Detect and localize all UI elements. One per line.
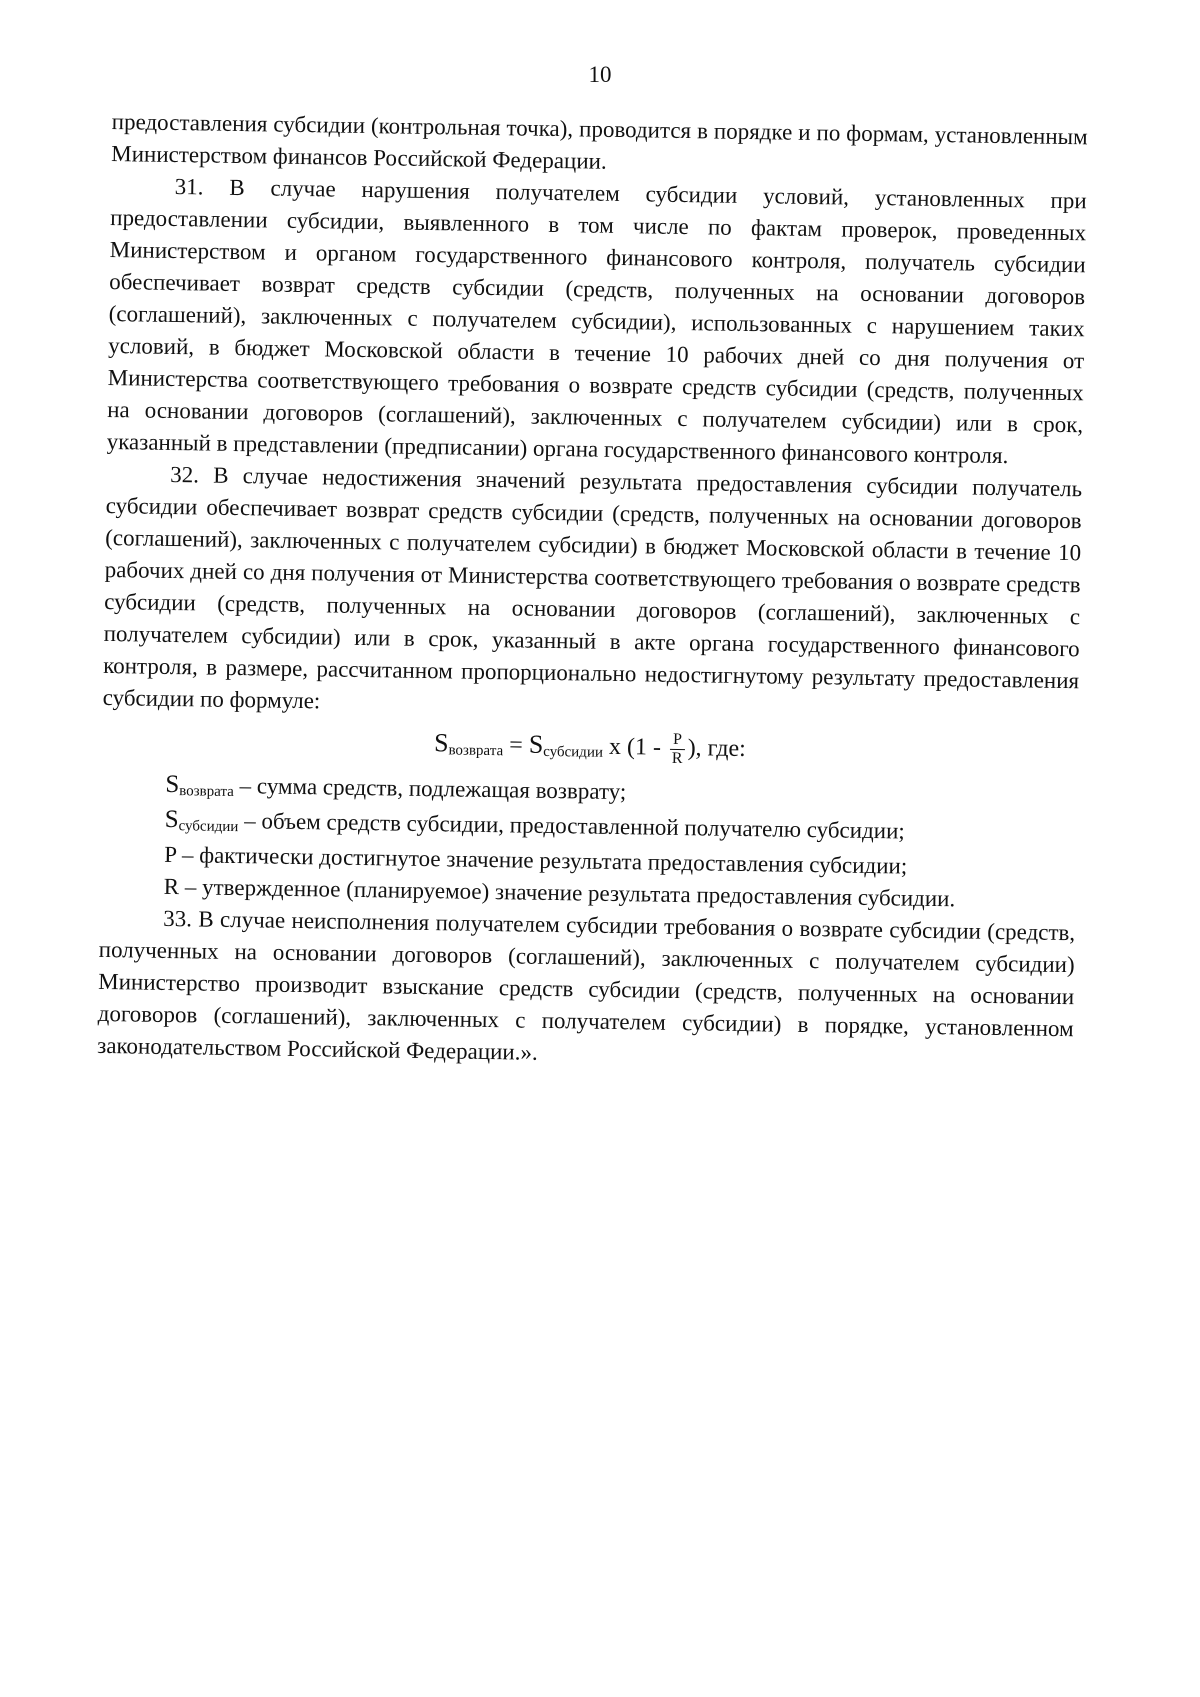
fraction-denominator: R bbox=[671, 749, 683, 768]
formula-times-open: х (1 - bbox=[608, 733, 662, 761]
def-s-return-symbol: S bbox=[165, 770, 180, 799]
formula-equals: = bbox=[509, 732, 524, 759]
def-s-return-sub: возврата bbox=[179, 783, 234, 800]
page-number: 10 bbox=[588, 62, 612, 87]
paragraph-32: 32. В случае недостижения значений результата предоставления субсидии получатель субсидии обеспечивает возврат средств субсидии (средств, полученных на основании договоров (соглашений), заключенных с получателем субсидии) в бюджет Московской области в течение 10 рабочих дней со дня получения от Министерства соответствующего требования о возврате средств субсидии (средств, полученных на основании договоров (соглашений), заключенных с получателем субсидии) или в срок, указанный в акте органа государственного финансового контроля, в размере, рассчитанном пропорционально недостигнутому результату предоставления субсидии по формуле: bbox=[102, 461, 1083, 714]
definition-r: R – утвержденное (планируемое) значение результата предоставления субсидии. bbox=[163, 873, 956, 912]
formula-s-return: S bbox=[433, 728, 449, 758]
formula-s-subsidy: S bbox=[528, 729, 544, 759]
def-s-subsidy-symbol: S bbox=[164, 805, 179, 834]
formula-sub-subsidy: субсидии bbox=[543, 743, 604, 761]
def-s-subsidy-sub: субсидии bbox=[178, 818, 239, 836]
document-body bbox=[97, 106, 1088, 1077]
formula-close: ), где: bbox=[687, 735, 747, 763]
paragraph-continuation: предоставления субсидии (контрольная точка), проводится в порядке и по формам, установленным Министерством финансов Российской Федерации. bbox=[111, 108, 1088, 174]
definition-p: P – фактически достигнутое значение результата предоставления субсидии; bbox=[164, 841, 908, 879]
def-s-return-text: – сумма средств, подлежащая возврату; bbox=[233, 773, 627, 805]
def-s-subsidy-text: – объем средств субсидии, предоставленной получателю субсидии; bbox=[238, 808, 905, 844]
formula-sub-return: возврата bbox=[448, 742, 504, 760]
formula-fraction bbox=[670, 731, 685, 768]
paragraph-31: 31. В случае нарушения получателем субсидии условий, установленных при предоставлении субсидии, выявленного в том числе по фактам проверок, проведенных Министерством и органом государственного финансового контроля, получатель субсидии обеспечивает возврат средств субсидии (средств, полученных на основании договоров (соглашений), заключенных с получателем субсидии), использованных с нарушением таких условий, в бюджет Московской области в течение 10 рабочих дней со дня получения от Министерства соответствующего требования о возврате средств субсидии (средств, полученных на основании договоров (соглашений), заключенных с получателем субсидии) или в срок, указанный в представлении (предписании) органа государственного финансового контроля. bbox=[106, 173, 1087, 469]
paragraph-33: 33. В случае неисполнения получателем субсидии требования о возврате субсидии (средств, полученных на основании договоров (соглашений), заключенных с получателем субсидии) Министерство производит взыскание средств субсидии (средств, полученных на основании договоров (соглашений), заключенных с получателем субсидии) в порядке, установленном законодательством Российской Федерации.». bbox=[97, 905, 1076, 1065]
fraction-numerator: P bbox=[670, 731, 685, 750]
